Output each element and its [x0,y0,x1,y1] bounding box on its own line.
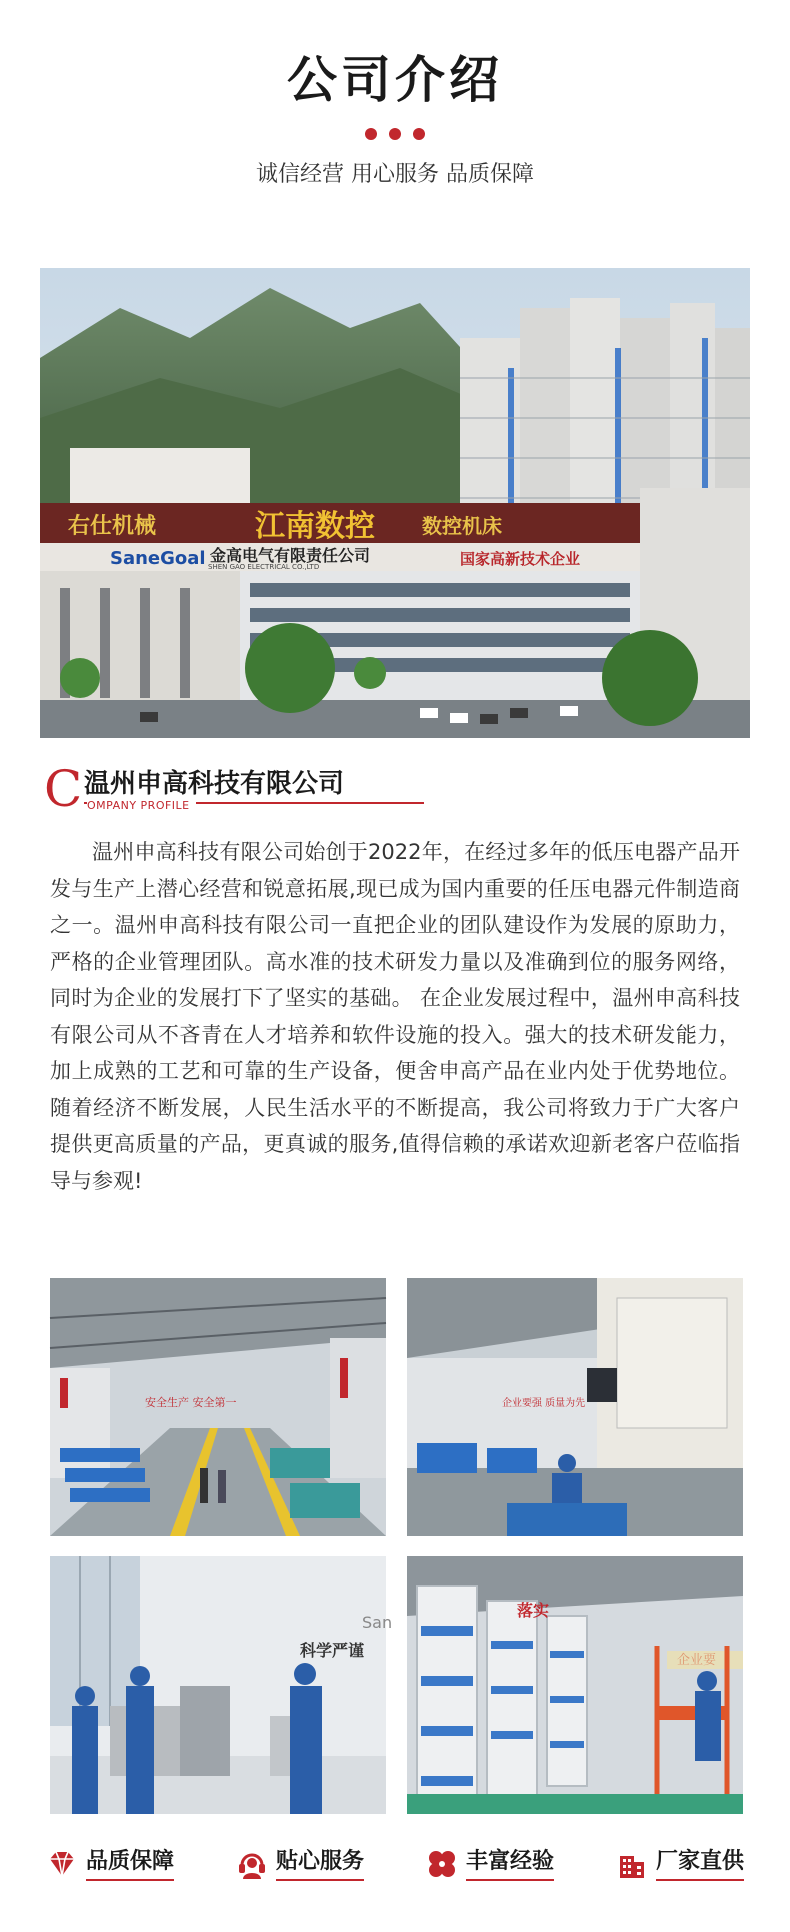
headset-icon [236,1848,268,1880]
hero-tag-sign: 国家高新技术企业 [460,550,581,568]
page-tagline: 诚信经营 用心服务 品质保障 [256,162,534,187]
rack-slogan: 落实 [517,1601,550,1620]
lab-brand: San [362,1613,393,1632]
hero-company-sign-en: SHEN GAO ELECTRICAL CO.,LTD [208,563,320,571]
profile-subtitle: OMPANY PROFILE [87,799,196,812]
hero-company-sign: 金高电气有限责任公司 [210,546,371,565]
feature-label: 丰富经验 [466,1848,554,1881]
hero-company-building-photo [40,268,750,738]
feature-label: 品质保障 [86,1848,174,1881]
feature-label: 厂家直供 [656,1848,744,1881]
feature-experience [420,1836,560,1892]
mould-rack-photo [407,1556,743,1814]
hero-sign-left: 右仕机械 [68,514,157,539]
press-machine-photo [407,1278,743,1536]
hero-sign-right: 数控机床 [422,514,502,538]
quality-lab-photo [50,1556,393,1814]
workshop-photo [50,1278,386,1536]
feature-direct-supply [610,1836,750,1892]
press-banner: 企业要强 质量为先 [502,1398,586,1409]
company-profile-heading [44,760,444,818]
building-icon [616,1848,648,1880]
hero-sign-mid: 江南数控 [255,509,375,544]
feature-bar [40,1836,750,1892]
profile-letter: C [44,760,83,818]
lab-slogan: 科学严谨 [300,1641,365,1660]
feature-service [230,1836,370,1892]
company-intro-text: 温州申高科技有限公司始创于2022年，在经过多年的低压电器产品开发与生产上潜心经营和锐意拓展,现已成为国内重要的任压电器元件制造商之一。温州申高科技有限公司一直把企业的团队建设作为发展的原助力，严格的企业管理团队。高水准的技术研发力量以及准确到位的服务网络，同时为企业的发展打下了坚实的基础。 在企业发展过程中，温州申高科技有限公司从不吝青在人才培养和软件设施的投入。强大的技术研发能力，加上成熟的工艺和可靠的生产设备，便舍申高产品在业内处于优势地位。随着经济不断发展，人民生活水平的不断提高，我公司将致力于广大客户提供更高质量的产品，更真诚的服务,值得信赖的承诺欢迎新老客户莅临指导与参观! [50,840,740,1193]
feature-quality [40,1836,180,1892]
hero-brand-sign: SaneGoal [110,548,206,569]
workshop-banner: 安全生产 安全第一 [145,1396,237,1409]
dot [413,128,425,140]
dot [389,128,401,140]
feature-label: 贴心服务 [276,1848,364,1881]
company-name: 温州申高科技有限公司 [84,769,345,799]
page-title: 公司介绍 [287,51,503,109]
page-header [0,48,790,190]
title-dots [0,128,790,142]
diamond-icon [46,1848,78,1880]
dot [365,128,377,140]
clover-icon [426,1848,458,1880]
